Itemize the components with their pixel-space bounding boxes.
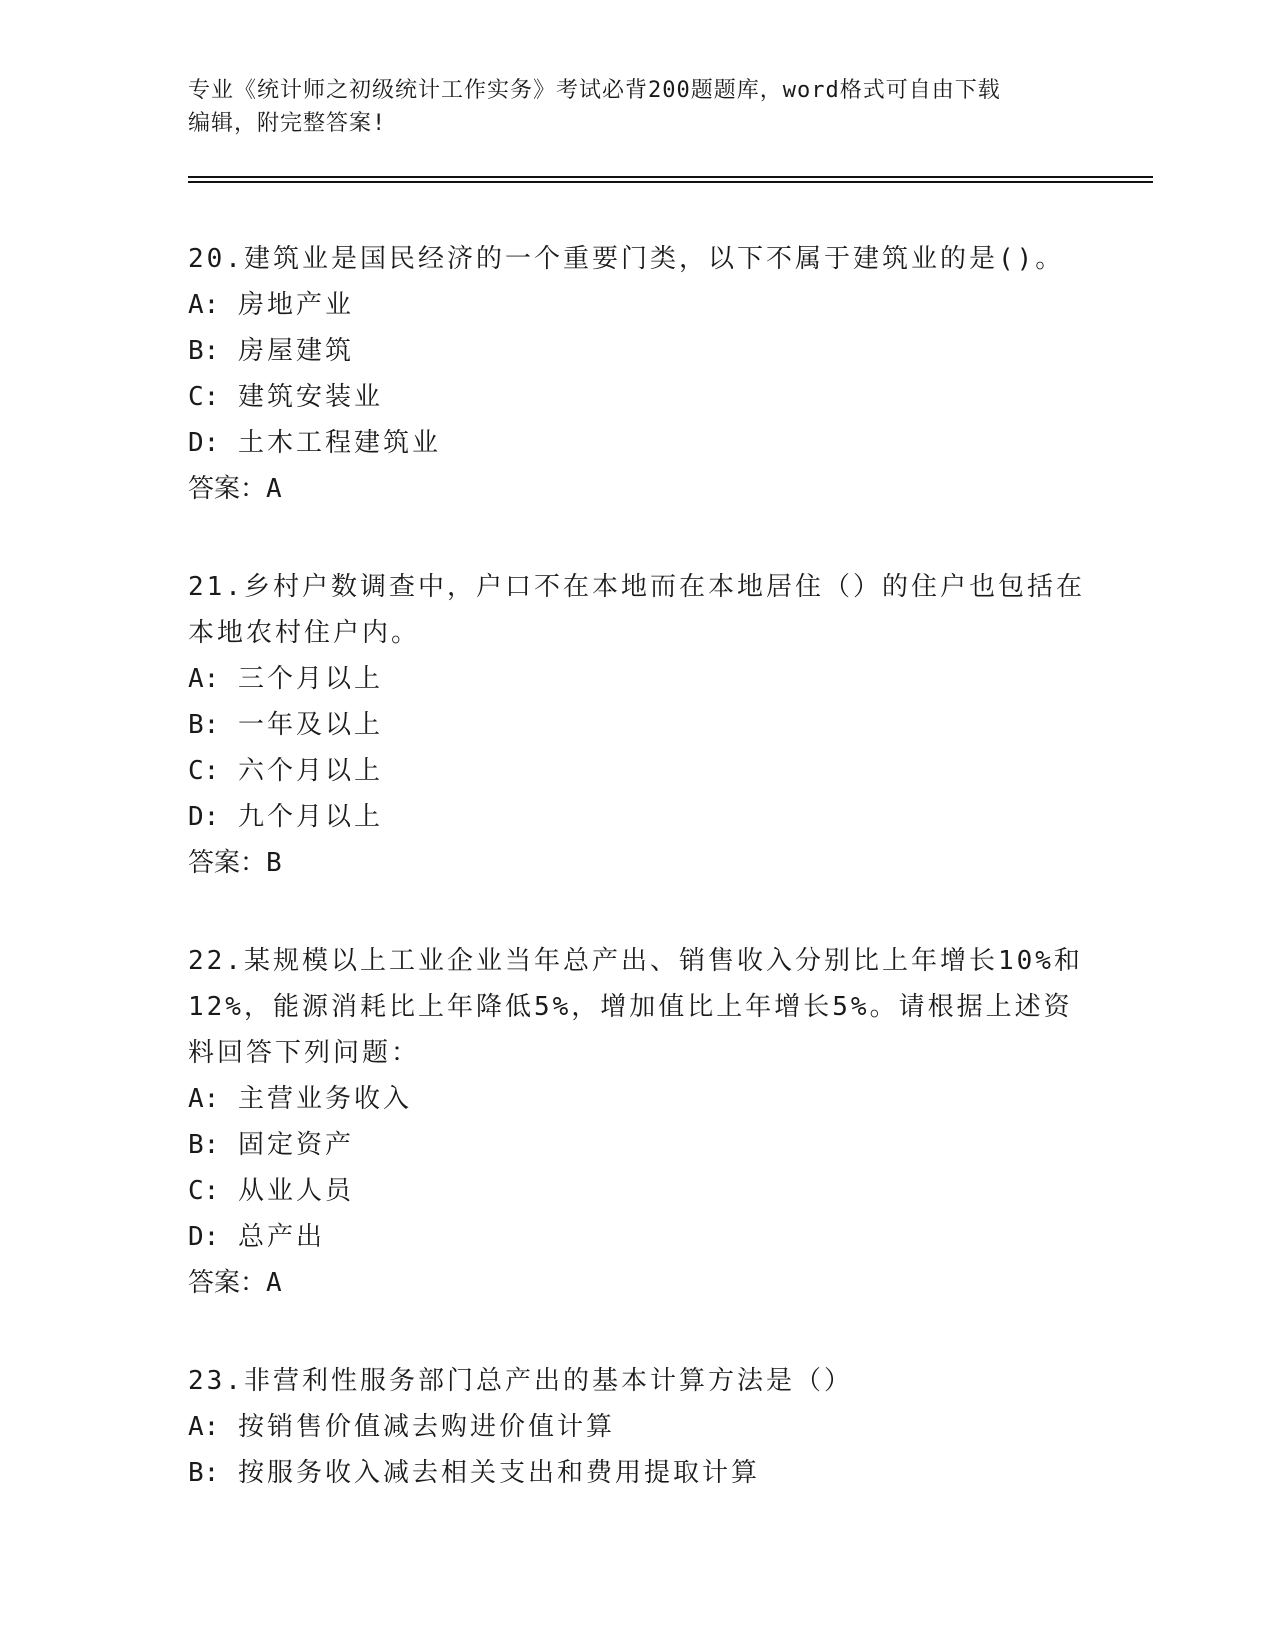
- option-text: 六个月以上: [237, 756, 383, 786]
- option-c: [188, 374, 1088, 420]
- option-letter: D:: [188, 428, 220, 458]
- option-letter: A:: [188, 1084, 220, 1114]
- option-text: 从业人员: [237, 1176, 354, 1206]
- question-22: [188, 938, 1088, 1306]
- question-stem: 23.非营利性服务部门总产出的基本计算方法是（）: [188, 1366, 853, 1396]
- header-line-2: 编辑，附完整答案!: [188, 111, 387, 136]
- question-21: [188, 564, 1088, 886]
- option-b: [188, 1122, 1088, 1168]
- header-divider-top: [188, 176, 1153, 178]
- option-text: 按销售价值减去购进价值计算: [237, 1412, 615, 1442]
- option-a: [188, 1076, 1088, 1122]
- option-letter: A:: [188, 1412, 220, 1442]
- option-text: 土木工程建筑业: [237, 428, 441, 458]
- question-20: [188, 236, 1088, 512]
- option-b: [188, 702, 1088, 748]
- question-stem: 21.乡村户数调查中，户口不在本地而在本地居住（）的住户也包括在本地农村住户内。: [188, 572, 1085, 648]
- option-text: 三个月以上: [237, 664, 383, 694]
- option-text: 按服务收入减去相关支出和费用提取计算: [237, 1458, 760, 1488]
- answer-line: 答案：A: [188, 1268, 282, 1298]
- option-b: [188, 328, 1088, 374]
- option-text: 主营业务收入: [237, 1084, 412, 1114]
- question-list: [188, 236, 1088, 1548]
- option-text: 房地产业: [237, 290, 354, 320]
- option-letter: C:: [188, 756, 220, 786]
- question-stem: 20.建筑业是国民经济的一个重要门类，以下不属于建筑业的是()。: [188, 244, 1065, 274]
- option-text: 总产出: [237, 1222, 325, 1252]
- option-d: [188, 794, 1088, 840]
- option-d: [188, 1214, 1088, 1260]
- option-text: 房屋建筑: [237, 336, 354, 366]
- option-c: [188, 748, 1088, 794]
- question-stem: 22.某规模以上工业企业当年总产出、销售收入分别比上年增长10%和12%，能源消耗比上年降低5%，增加值比上年增长5%。请根据上述资料回答下列问题：: [188, 946, 1083, 1068]
- option-letter: B:: [188, 1458, 220, 1488]
- option-letter: C:: [188, 382, 220, 412]
- option-text: 一年及以上: [237, 710, 383, 740]
- option-letter: B:: [188, 710, 220, 740]
- option-letter: D:: [188, 802, 220, 832]
- option-c: [188, 1168, 1088, 1214]
- option-a: [188, 282, 1088, 328]
- option-letter: D:: [188, 1222, 220, 1252]
- option-letter: B:: [188, 336, 220, 366]
- option-a: [188, 1404, 1088, 1450]
- answer-line: 答案：A: [188, 474, 282, 504]
- option-letter: A:: [188, 664, 220, 694]
- answer-line: 答案：B: [188, 848, 282, 878]
- question-23: [188, 1358, 1088, 1496]
- option-text: 固定资产: [237, 1130, 354, 1160]
- option-letter: A:: [188, 290, 220, 320]
- option-letter: B:: [188, 1130, 220, 1160]
- option-a: [188, 656, 1088, 702]
- option-text: 九个月以上: [237, 802, 383, 832]
- header-divider-bottom: [188, 181, 1153, 183]
- header-line-1: 专业《统计师之初级统计工作实务》考试必背200题题库，word格式可自由下载: [188, 78, 1001, 103]
- option-letter: C:: [188, 1176, 220, 1206]
- document-header: [188, 74, 1088, 140]
- option-d: [188, 420, 1088, 466]
- option-text: 建筑安装业: [237, 382, 383, 412]
- option-b: [188, 1450, 1088, 1496]
